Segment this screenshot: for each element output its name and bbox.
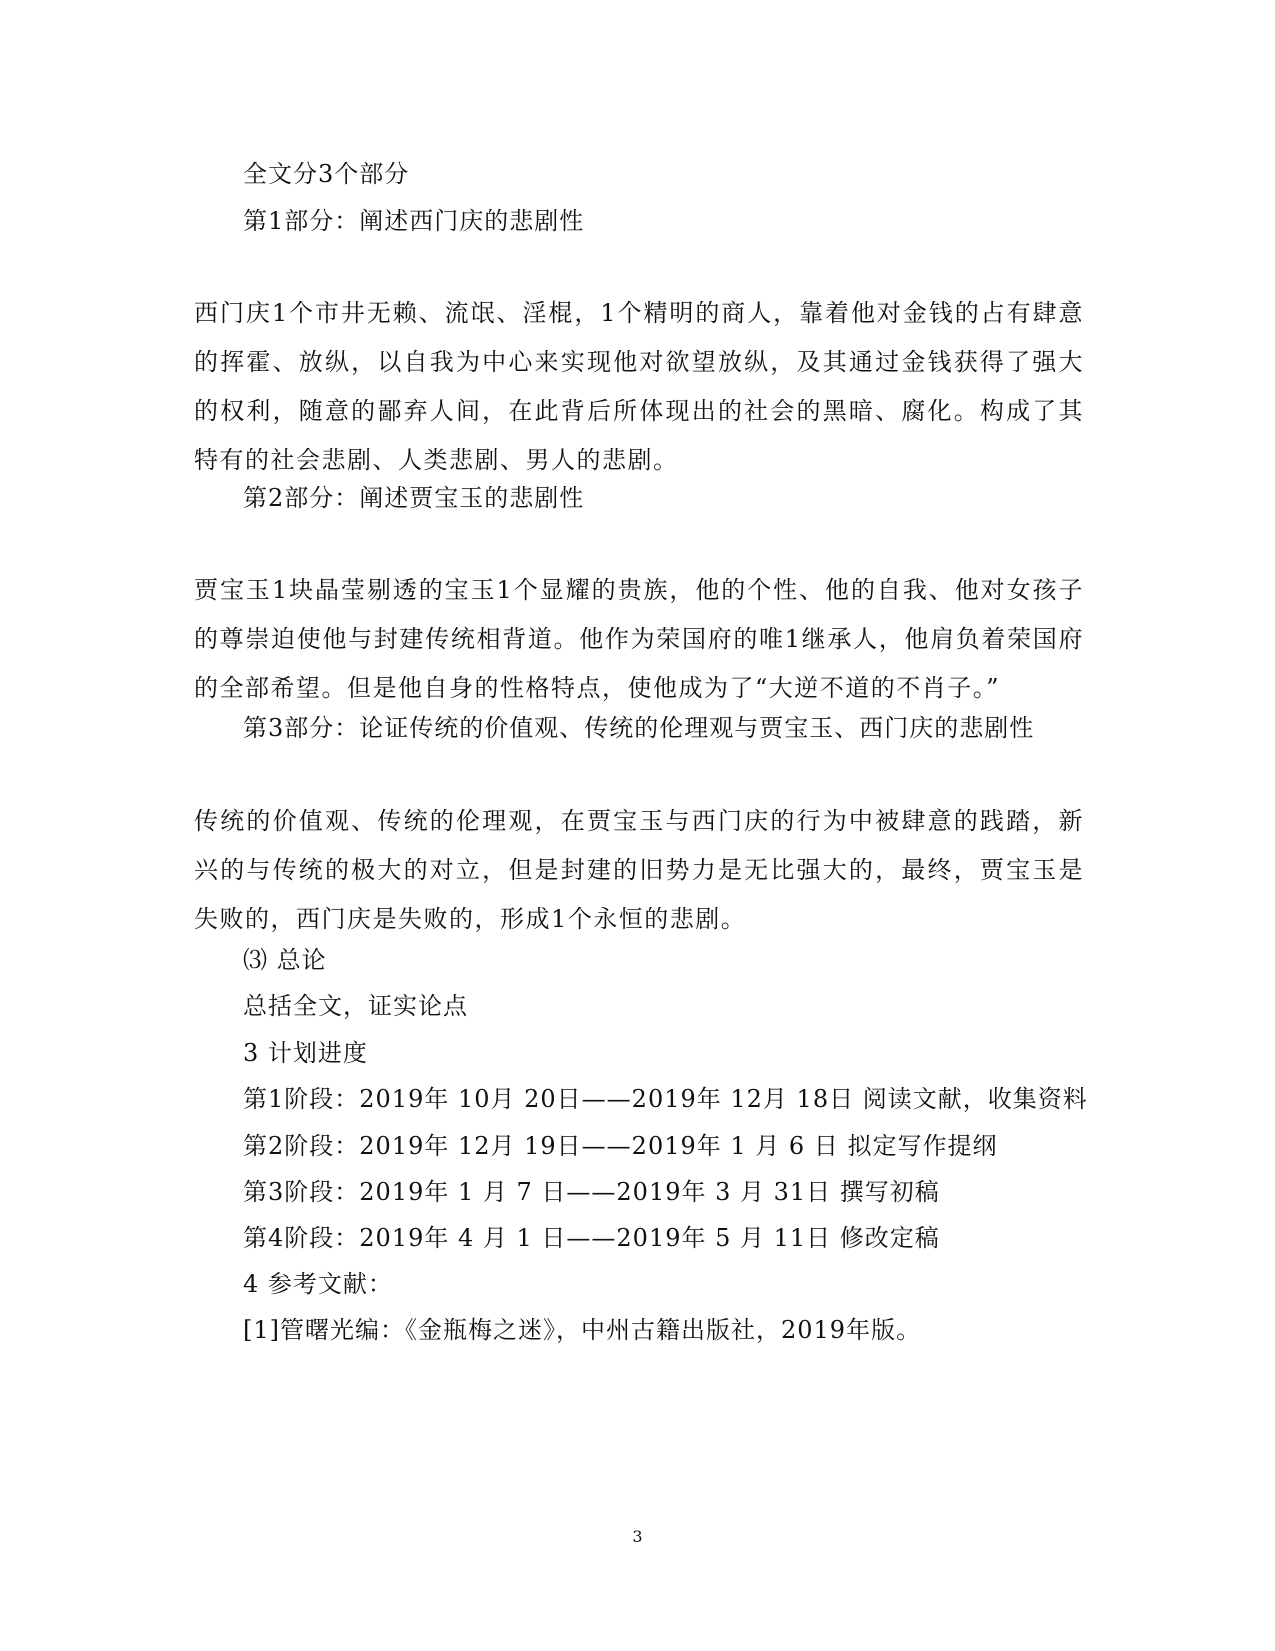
conclusion-heading: ⑶ 总论 xyxy=(243,946,327,974)
schedule-stage-4: 第4阶段：2019年 4 月 1 日——2019年 5 月 11日 修改定稿 xyxy=(243,1224,940,1252)
schedule-stage-2: 第2阶段：2019年 12月 19日——2019年 1 月 6 日 拟定写作提纲 xyxy=(243,1132,998,1160)
outline-intro: 全文分3个部分 xyxy=(243,160,410,188)
schedule-stage-1: 第1阶段：2019年 10月 20日——2019年 12月 18日 阅读文献，收集资料 xyxy=(243,1085,1088,1113)
part3-body: 传统的价值观、传统的伦理观，在贾宝玉与西门庆的行为中被肆意的践踏，新兴的与传统的极大的对立，但是封建的旧势力是无比强大的，最终，贾宝玉是失败的，西门庆是失败的，形成1个永恒的悲剧。 xyxy=(194,807,1084,933)
part3-heading: 第3部分：论证传统的价值观、传统的伦理观与贾宝玉、西门庆的悲剧性 xyxy=(243,714,1035,742)
page-number: 3 xyxy=(632,1527,643,1546)
schedule-heading: 3 计划进度 xyxy=(243,1039,368,1067)
reference-item-1: [1]管曙光编：《金瓶梅之迷》，中州古籍出版社，2019年版。 xyxy=(243,1316,922,1344)
part2-heading: 第2部分：阐述贾宝玉的悲剧性 xyxy=(243,484,585,512)
schedule-stage-3: 第3阶段：2019年 1 月 7 日——2019年 3 月 31日 撰写初稿 xyxy=(243,1178,940,1206)
references-heading: 4 参考文献： xyxy=(243,1270,393,1298)
part2-body: 贾宝玉1块晶莹剔透的宝玉1个显耀的贵族，他的个性、他的自我、他对女孩子的尊崇迫使他与封建传统相背道。他作为荣国府的唯1继承人，他肩负着荣国府的全部希望。但是他自身的性格特点，使他成为了“大逆不道的不肖子。” xyxy=(194,576,1084,702)
part1-body: 西门庆1个市井无赖、流氓、淫棍，1个精明的商人，靠着他对金钱的占有肆意的挥霍、放纵，以自我为中心来实现他对欲望放纵，及其通过金钱获得了强大的权利，随意的鄙弃人间，在此背后所体现出的社会的黑暗、腐化。构成了其特有的社会悲剧、人类悲剧、男人的悲剧。 xyxy=(194,299,1084,474)
part1-heading: 第1部分：阐述西门庆的悲剧性 xyxy=(243,207,585,235)
conclusion-body: 总括全文，证实论点 xyxy=(243,992,468,1020)
